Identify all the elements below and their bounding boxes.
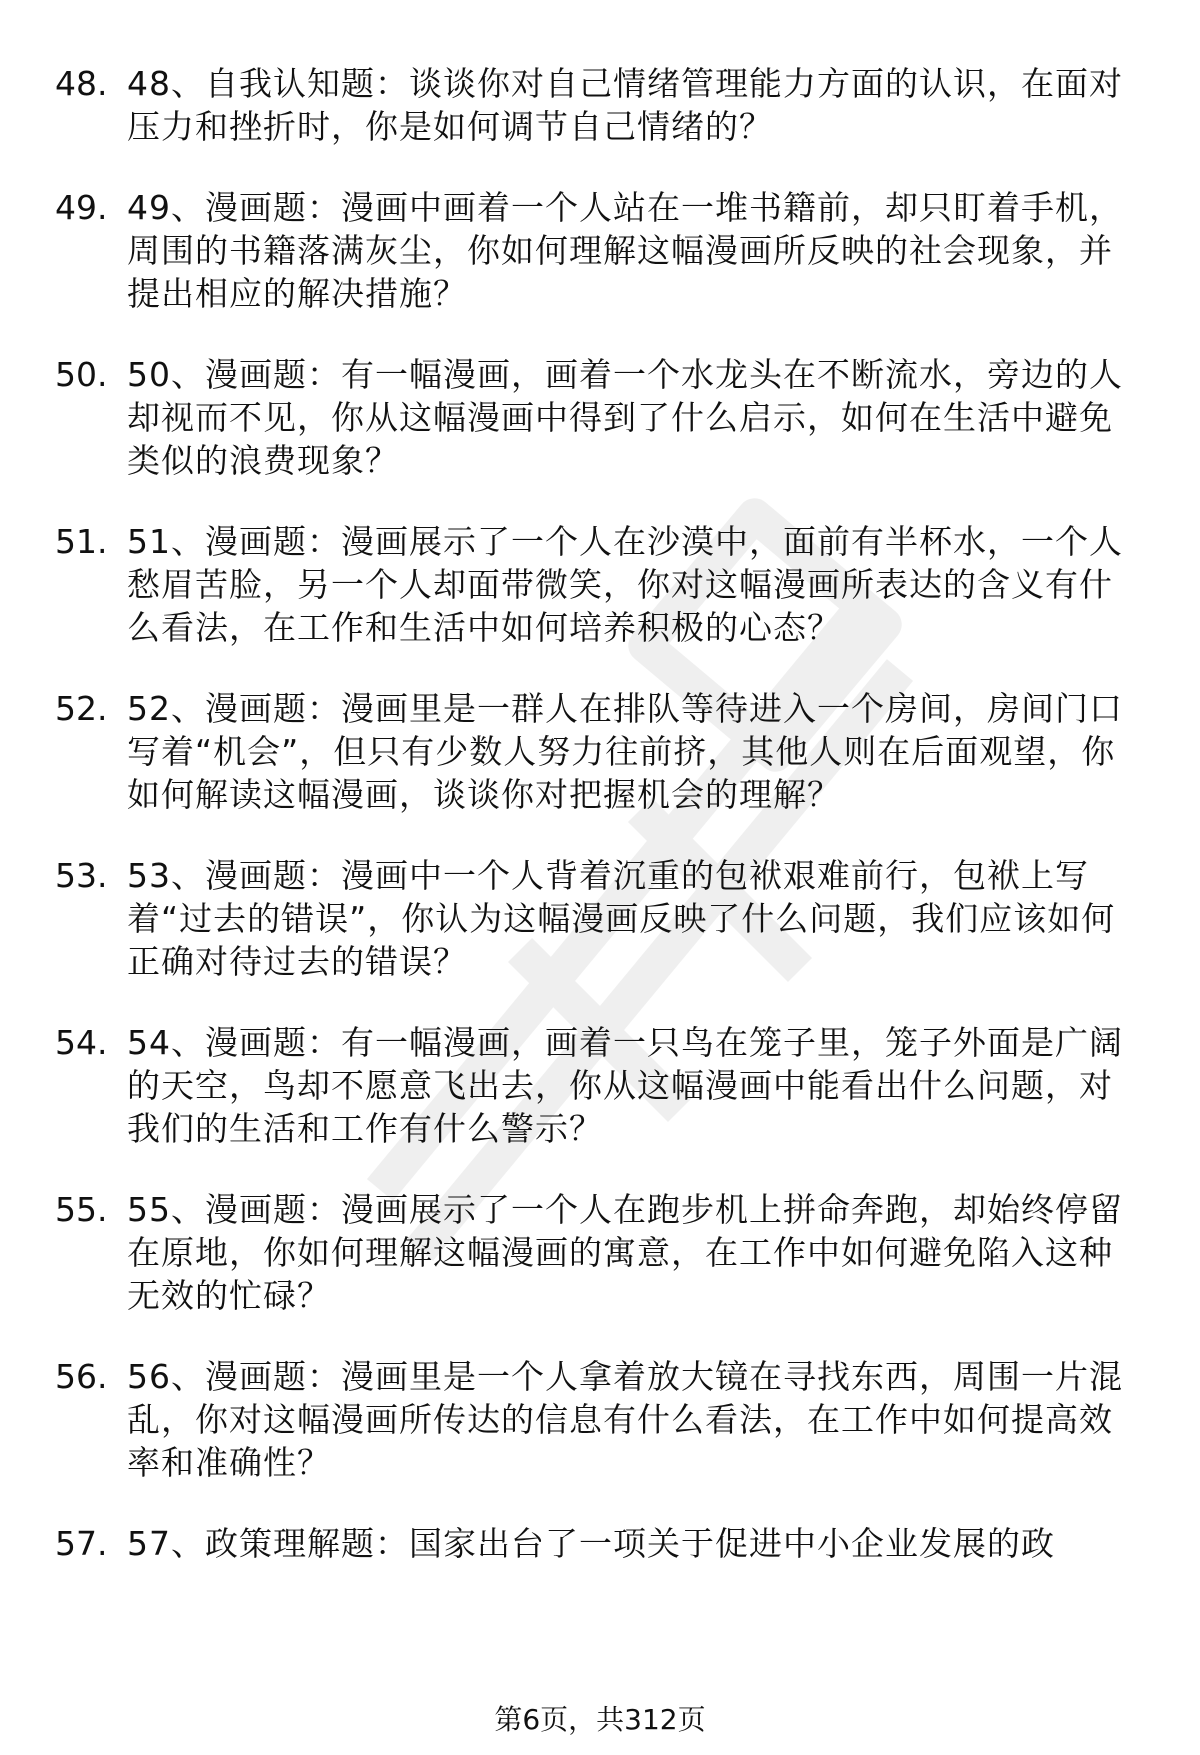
question-text: 55、漫画题：漫画展示了一个人在跑步机上拼命奔跑，却始终停留在原地，你如何理解这幅漫画的寓意，在工作中如何避免陷入这种无效的忙碌？	[127, 1190, 1123, 1315]
question-number: 50.	[55, 355, 108, 394]
question-number: 55.	[55, 1190, 108, 1229]
question-number: 57.	[55, 1524, 108, 1563]
question-text: 54、漫画题：有一幅漫画，画着一只鸟在笼子里，笼子外面是广阔的天空，鸟却不愿意飞出去，你从这幅漫画中能看出什么问题，对我们的生活和工作有什么警示？	[127, 1023, 1123, 1148]
question-number: 48.	[55, 64, 108, 103]
question-item	[55, 1188, 1145, 1317]
question-text: 57、政策理解题：国家出台了一项关于促进中小企业发展的政	[127, 1524, 1055, 1563]
question-text: 48、自我认知题：谈谈你对自己情绪管理能力方面的认识，在面对压力和挫折时，你是如何调节自己情绪的？	[127, 64, 1123, 146]
question-item	[55, 1522, 1145, 1565]
question-number: 54.	[55, 1023, 108, 1062]
question-item	[55, 62, 1145, 148]
question-number: 51.	[55, 522, 108, 561]
question-item	[55, 353, 1145, 482]
question-text: 51、漫画题：漫画展示了一个人在沙漠中，面前有半杯水，一个人愁眉苦脸，另一个人却面带微笑，你对这幅漫画所表达的含义有什么看法，在工作和生活中如何培养积极的心态？	[127, 522, 1123, 647]
question-number: 53.	[55, 856, 108, 895]
question-item	[55, 1021, 1145, 1150]
question-number: 52.	[55, 689, 108, 728]
page-footer: 第6页，共312页	[494, 1703, 706, 1736]
question-item	[55, 520, 1145, 649]
question-text: 53、漫画题：漫画中一个人背着沉重的包袱艰难前行，包袱上写着“过去的错误”，你认为这幅漫画反映了什么问题，我们应该如何正确对待过去的错误？	[127, 856, 1116, 981]
question-text: 49、漫画题：漫画中画着一个人站在一堆书籍前，却只盯着手机，周围的书籍落满灰尘，你如何理解这幅漫画所反映的社会现象，并提出相应的解决措施？	[127, 188, 1123, 313]
question-item	[55, 186, 1145, 315]
question-number: 56.	[55, 1357, 108, 1396]
question-item	[55, 687, 1145, 816]
question-number: 49.	[55, 188, 108, 227]
question-item	[55, 854, 1145, 983]
question-item	[55, 1355, 1145, 1484]
question-text: 50、漫画题：有一幅漫画，画着一个水龙头在不断流水，旁边的人却视而不见，你从这幅漫画中得到了什么启示，如何在生活中避免类似的浪费现象？	[127, 355, 1123, 480]
question-text: 56、漫画题：漫画里是一个人拿着放大镜在寻找东西，周围一片混乱，你对这幅漫画所传达的信息有什么看法，在工作中如何提高效率和准确性？	[127, 1357, 1123, 1482]
question-text: 52、漫画题：漫画里是一群人在排队等待进入一个房间，房间门口写着“机会”，但只有少数人努力往前挤，其他人则在后面观望，你如何解读这幅漫画，谈谈你对把握机会的理解？	[127, 689, 1123, 814]
question-list	[55, 62, 1145, 1603]
